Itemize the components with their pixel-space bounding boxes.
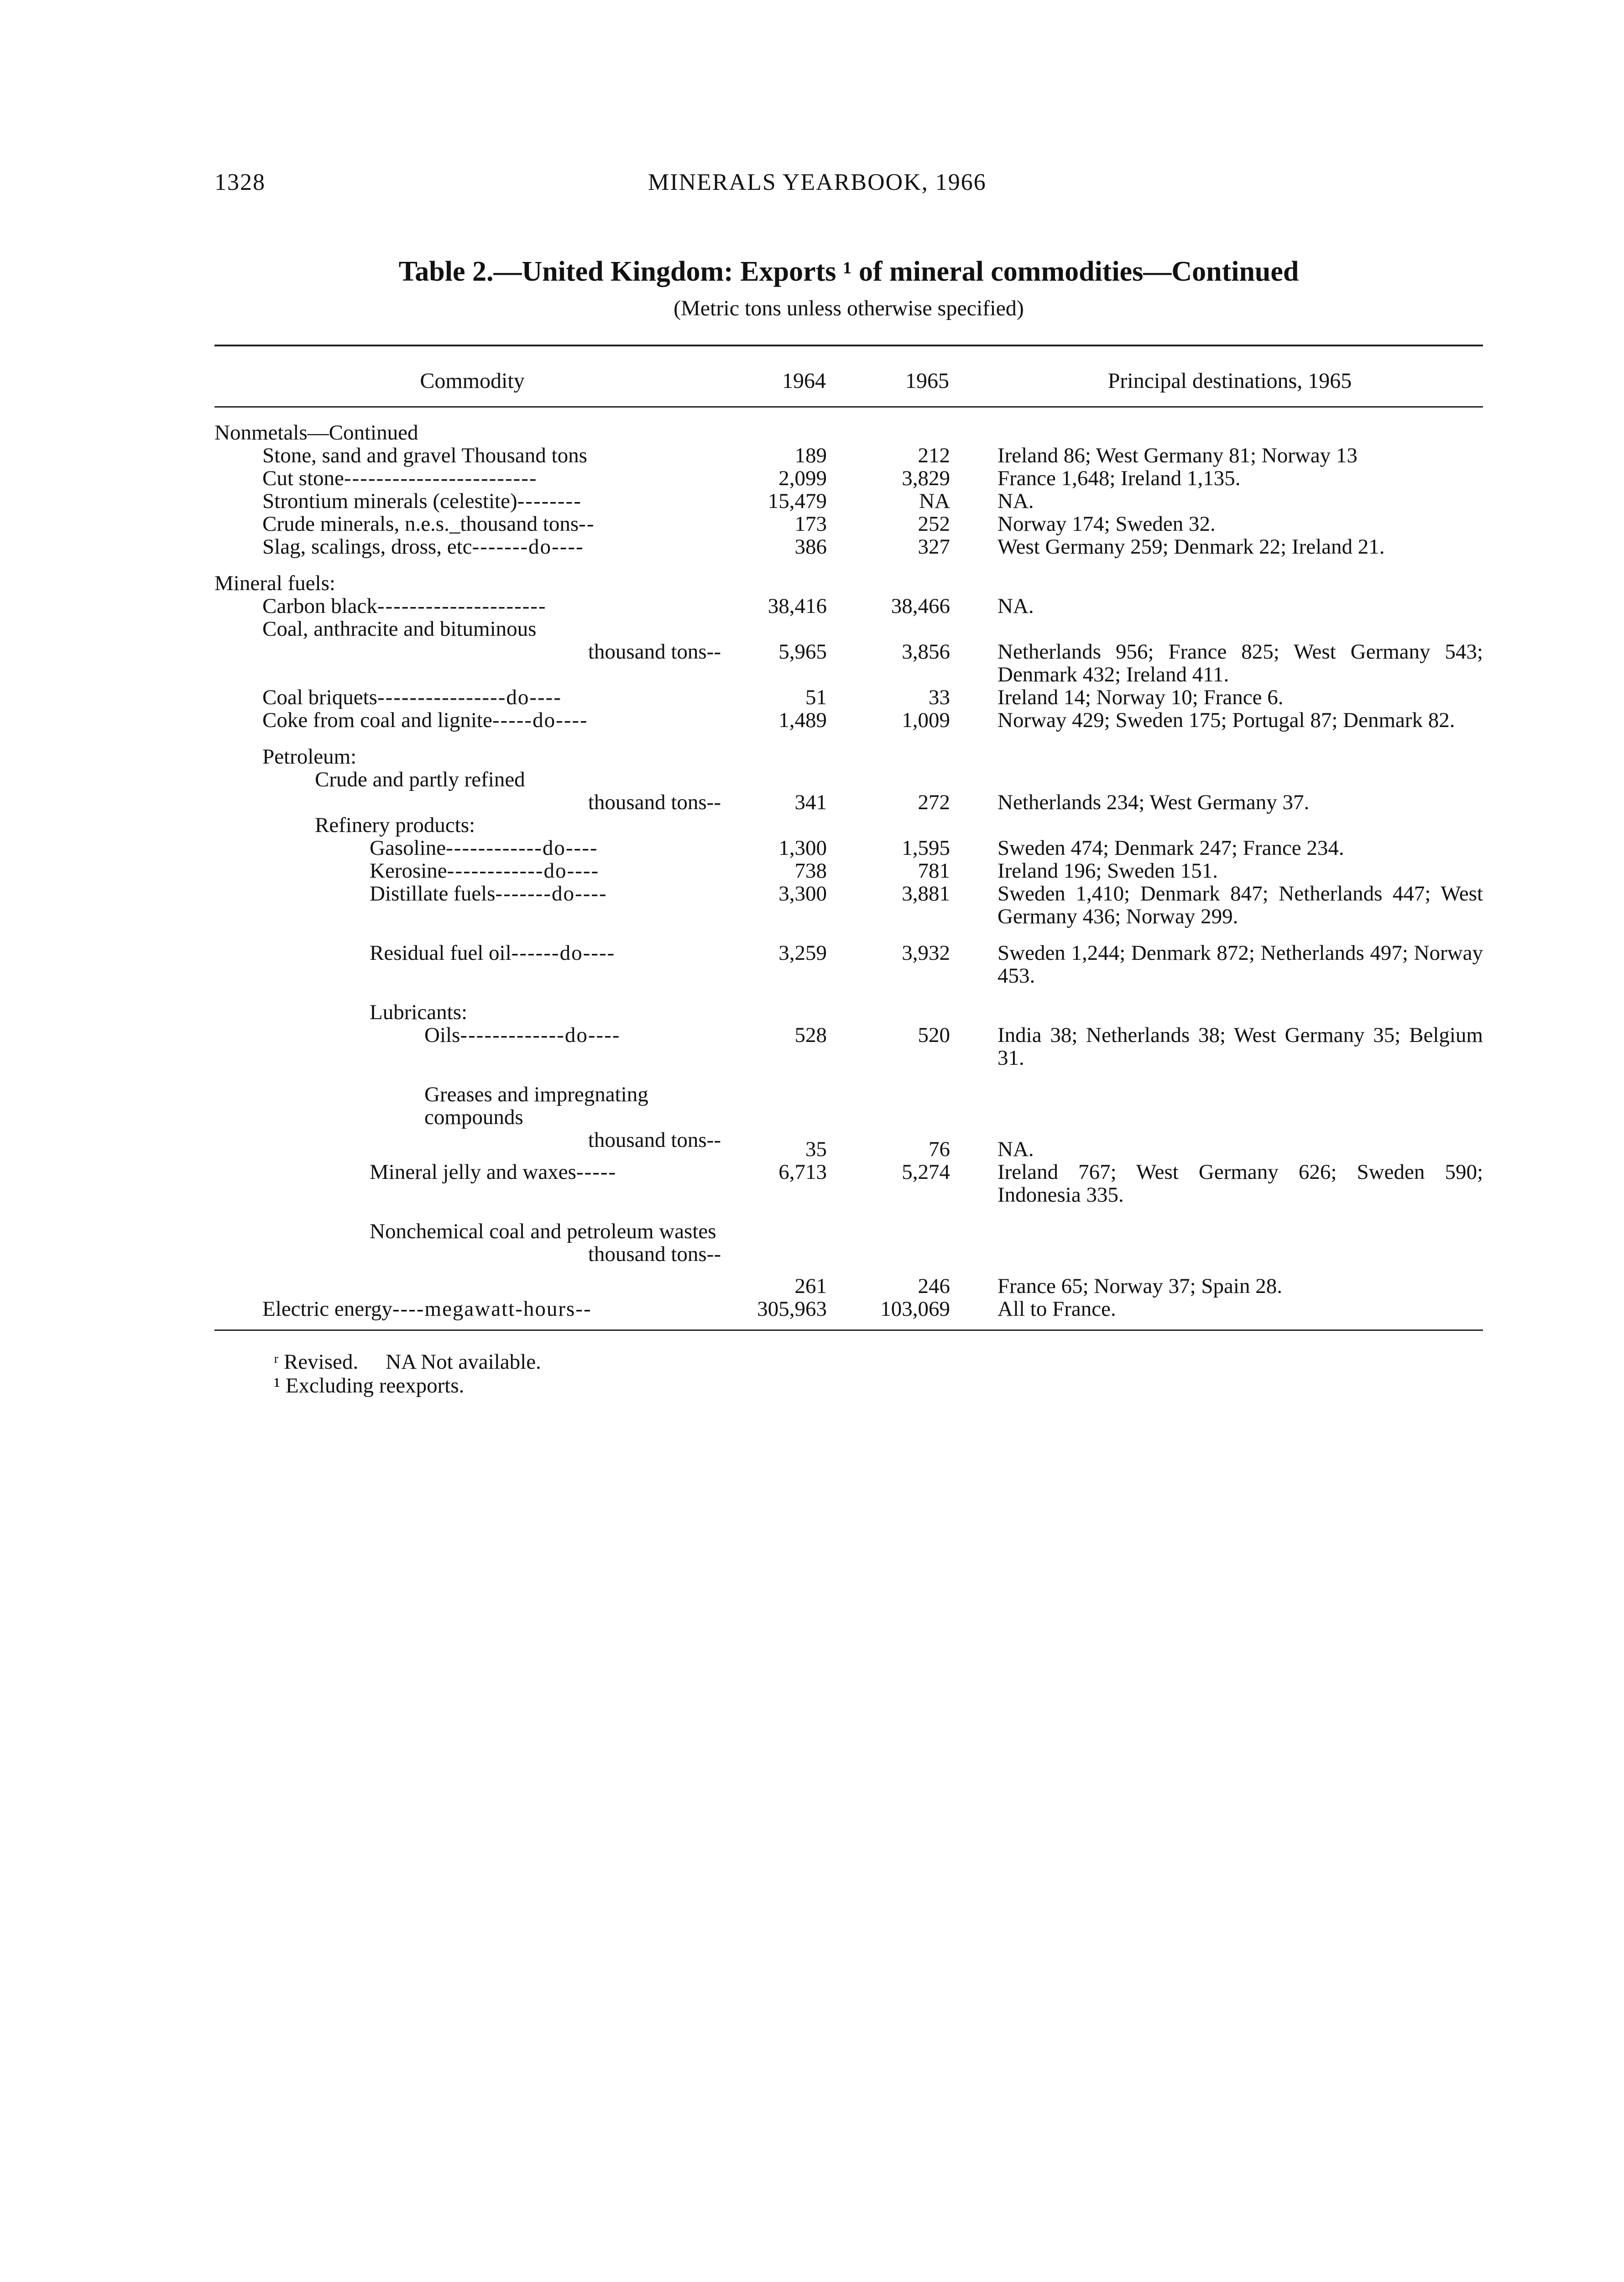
column-header-commodity: Commodity	[214, 356, 730, 407]
commodity-label: Kerosine	[370, 859, 447, 882]
footnotes	[274, 1350, 541, 1397]
value-1965: 252	[918, 512, 950, 536]
table-row	[214, 768, 1483, 814]
table-row	[214, 1069, 1483, 1161]
commodity-label: Crude and partly refined	[315, 768, 525, 791]
commodity-cell	[214, 558, 730, 595]
commodity-name	[214, 572, 730, 595]
unit-label: thousand tons--	[588, 790, 721, 814]
value-1964: 1,489	[778, 708, 827, 732]
value-1964: 1,300	[778, 836, 827, 860]
commodity-name	[214, 1298, 730, 1320]
footnote-revised: ʳ Revised.	[274, 1350, 359, 1374]
dot-leaders: -----do----	[492, 709, 588, 732]
value-1964: 3,300	[778, 882, 827, 905]
value-1964: 35	[805, 1137, 827, 1161]
table-row	[214, 407, 1483, 445]
value-1965: 3,829	[902, 466, 950, 490]
dot-leaders: ----megawatt-hours--	[392, 1298, 592, 1320]
value-1965	[853, 732, 976, 768]
table-row	[214, 490, 1483, 513]
destinations-cell	[976, 558, 1483, 595]
table-row	[214, 1206, 1483, 1298]
commodity-label: Coke from coal and lignite	[262, 709, 492, 732]
value-1964	[730, 814, 853, 837]
commodity-cell	[214, 768, 730, 814]
commodity-name	[214, 467, 730, 490]
commodity-label: Nonchemical coal and petroleum wastes	[370, 1220, 716, 1243]
running-title: MINERALS YEARBOOK, 1966	[648, 169, 987, 195]
value-1964	[730, 987, 853, 1024]
commodity-name	[214, 618, 730, 640]
commodity-name	[214, 686, 730, 709]
value-1965: 3,856	[902, 640, 950, 664]
value-1965	[853, 987, 976, 1024]
unit-label: thousand tons--	[588, 640, 721, 664]
commodity-label: Petroleum:	[262, 745, 357, 768]
commodity-cell	[214, 490, 730, 513]
commodity-name	[214, 490, 730, 513]
table-row	[214, 467, 1483, 490]
dot-leaders: ----------------do----	[377, 686, 562, 709]
commodity-cell	[214, 407, 730, 445]
destinations-cell: Netherlands 956; France 825; West Germany 543; Denmark 432; Ireland 411.	[997, 640, 1483, 686]
destinations-cell	[976, 814, 1483, 837]
commodity-label: Coal, anthracite and bituminous	[262, 618, 537, 640]
commodity-name	[214, 882, 730, 905]
value-1964: 15,479	[768, 489, 827, 513]
column-header-1964: 1964	[730, 356, 853, 407]
table-top-rule	[214, 345, 1483, 346]
value-1965: 103,069	[880, 1297, 950, 1321]
footnote-line-1	[274, 1350, 541, 1374]
value-1965: 212	[918, 444, 950, 467]
table-subtitle: (Metric tons unless otherwise specified)	[674, 296, 1024, 320]
table-header-row	[214, 356, 1483, 407]
commodity-cell	[214, 595, 730, 618]
commodity-label: Distillate fuels	[370, 882, 496, 905]
destinations-cell: All to France.	[997, 1297, 1116, 1321]
table-bottom-rule	[214, 1329, 1483, 1331]
commodity-cell	[214, 513, 730, 535]
destinations-cell	[976, 987, 1483, 1024]
commodity-cell	[214, 814, 730, 837]
destinations-cell: France 65; Norway 37; Spain 28.	[997, 1274, 1282, 1298]
value-1965: 781	[918, 859, 950, 883]
destinations-cell	[976, 407, 1483, 445]
destinations-cell: NA.	[997, 489, 1034, 513]
table-row	[214, 558, 1483, 595]
commodity-label: Strontium minerals (celestite)	[262, 490, 517, 513]
commodity-label: Crude minerals, n.e.s._thousand tons	[262, 513, 579, 535]
table-row	[214, 535, 1483, 558]
table-row	[214, 732, 1483, 768]
value-1965: 38,466	[891, 594, 950, 618]
destinations-cell	[976, 732, 1483, 768]
commodity-label: Gasoline	[370, 837, 446, 859]
value-1964: 51	[805, 686, 827, 709]
value-1965: 1,009	[902, 708, 950, 732]
destinations-cell: NA.	[997, 594, 1034, 618]
commodity-name	[214, 1083, 730, 1129]
footnote-na: NA Not available.	[386, 1350, 541, 1374]
commodity-name	[214, 513, 730, 535]
commodity-name	[214, 595, 730, 618]
dot-leaders: --	[579, 513, 595, 535]
commodity-name	[214, 814, 730, 837]
value-1964	[730, 732, 853, 768]
commodity-name	[214, 1220, 730, 1243]
commodity-cell	[214, 928, 730, 987]
value-1965	[853, 814, 976, 837]
commodity-label: Mineral jelly and waxes	[370, 1161, 576, 1183]
commodity-label: Nonmetals—Continued	[214, 421, 418, 444]
value-1964: 173	[794, 512, 827, 536]
commodity-cell	[214, 859, 730, 882]
unit-label: thousand tons--	[588, 1242, 721, 1266]
footnote-excluding: ¹ Excluding reexports.	[274, 1374, 465, 1397]
value-1964: 386	[794, 535, 827, 559]
table-title: Table 2.—United Kingdom: Exports ¹ of mineral commodities—Continued	[398, 256, 1299, 287]
destinations-cell: Norway 429; Sweden 175; Portugal 87; Denmark 82.	[997, 708, 1455, 732]
commodity-label: Stone, sand and gravel Thousand tons	[262, 444, 587, 467]
commodity-cell	[214, 1161, 730, 1206]
commodity-name	[214, 942, 730, 964]
commodity-name	[214, 709, 730, 732]
value-1964: 3,259	[778, 941, 827, 965]
table-row	[214, 1161, 1483, 1206]
commodity-name	[214, 837, 730, 859]
table-row	[214, 882, 1483, 928]
value-1965	[853, 407, 976, 445]
value-1965: 272	[918, 790, 950, 814]
value-1964: 261	[794, 1274, 827, 1298]
dot-leaders: ------------do----	[447, 859, 600, 882]
commodity-name	[214, 444, 730, 467]
value-1965: 76	[929, 1137, 950, 1161]
commodity-label: Carbon black	[262, 595, 377, 618]
table-row	[214, 837, 1483, 859]
destinations-cell: France 1,648; Ireland 1,135.	[997, 466, 1241, 490]
dot-leaders: -------do----	[495, 882, 607, 905]
dot-leaders: -------------do----	[460, 1024, 621, 1047]
commodity-name	[214, 745, 730, 768]
page-number: 1328	[214, 169, 266, 195]
table-row	[214, 709, 1483, 732]
column-header-destinations: Principal destinations, 1965	[976, 356, 1483, 407]
commodity-label: Refinery products:	[315, 814, 475, 837]
value-1964: 528	[794, 1023, 827, 1047]
value-1964	[730, 407, 853, 445]
table-row	[214, 987, 1483, 1024]
value-1964: 341	[794, 790, 827, 814]
dot-leaders: ------do----	[511, 942, 616, 964]
table-row	[214, 513, 1483, 535]
commodity-cell	[214, 732, 730, 768]
table-row	[214, 686, 1483, 709]
commodity-cell	[214, 1024, 730, 1069]
destinations-cell: India 38; Netherlands 38; West Germany 35; Belgium 31.	[997, 1023, 1483, 1070]
table-row	[214, 1024, 1483, 1069]
commodity-cell	[214, 444, 730, 467]
commodity-cell	[214, 1069, 730, 1161]
column-header-1965: 1965	[853, 356, 976, 407]
destinations-cell: Ireland 86; West Germany 81; Norway 13	[997, 444, 1358, 467]
destinations-cell: Ireland 767; West Germany 626; Sweden 590; Indonesia 335.	[997, 1160, 1483, 1207]
commodity-cell	[214, 686, 730, 709]
value-1965: 3,932	[902, 941, 950, 965]
commodity-label: Slag, scalings, dross, etc	[262, 535, 472, 558]
commodity-label: Mineral fuels:	[214, 572, 335, 595]
value-1965: NA	[919, 489, 950, 513]
commodity-label: Residual fuel oil	[370, 942, 512, 964]
table-row	[214, 444, 1483, 467]
commodity-name	[214, 1161, 730, 1183]
commodity-cell	[214, 1206, 730, 1298]
table-row	[214, 618, 1483, 686]
value-1965: 520	[918, 1023, 950, 1047]
destinations-cell: Sweden 474; Denmark 247; France 234.	[997, 836, 1344, 860]
destinations-cell: Netherlands 234; West Germany 37.	[997, 790, 1310, 814]
commodity-label: Coal briquets	[262, 686, 377, 709]
dot-leaders: ---------------------	[377, 595, 547, 618]
value-1964: 305,963	[757, 1297, 827, 1321]
commodity-cell	[214, 535, 730, 558]
unit-label: thousand tons--	[588, 1128, 721, 1152]
exports-table	[214, 356, 1483, 1320]
commodity-label: Electric energy	[262, 1298, 392, 1320]
value-1965: 1,595	[902, 836, 950, 860]
table-row	[214, 1298, 1483, 1320]
destinations-cell: Ireland 14; Norway 10; France 6.	[997, 686, 1284, 709]
value-1964	[730, 558, 853, 595]
value-1964: 5,965	[778, 640, 827, 664]
value-1965: 5,274	[902, 1160, 950, 1184]
destinations-cell: NA.	[997, 1137, 1034, 1161]
commodity-cell	[214, 882, 730, 928]
value-1965: 327	[918, 535, 950, 559]
commodity-name	[214, 859, 730, 882]
dot-leaders: -------do----	[472, 535, 584, 558]
commodity-name	[214, 421, 730, 444]
commodity-name	[214, 535, 730, 558]
commodity-cell	[214, 987, 730, 1024]
commodity-name	[214, 768, 730, 791]
commodity-label: Greases and impregnating compounds	[424, 1083, 648, 1129]
value-1965: 246	[918, 1274, 950, 1298]
commodity-name	[214, 1024, 730, 1047]
commodity-cell	[214, 709, 730, 732]
value-1964: 189	[794, 444, 827, 467]
destinations-cell: Sweden 1,244; Denmark 872; Netherlands 497; Norway 453.	[997, 941, 1483, 988]
table-row	[214, 859, 1483, 882]
value-1965	[853, 558, 976, 595]
value-1965: 3,881	[902, 882, 950, 905]
value-1964: 6,713	[778, 1160, 827, 1184]
destinations-cell: Norway 174; Sweden 32.	[997, 512, 1216, 536]
value-1964: 738	[794, 859, 827, 883]
table-row	[214, 595, 1483, 618]
value-1964: 38,416	[768, 594, 827, 618]
commodity-label: Oils	[424, 1024, 460, 1047]
dot-leaders: ------------------------	[344, 467, 538, 490]
table-row	[214, 928, 1483, 987]
commodity-label: Lubricants:	[370, 1001, 468, 1024]
dot-leaders: ------------do----	[446, 837, 598, 859]
commodity-cell	[214, 1298, 730, 1320]
dot-leaders: -----	[576, 1161, 617, 1183]
commodity-label: Cut stone	[262, 467, 344, 490]
commodity-cell	[214, 618, 730, 686]
value-1965: 33	[929, 686, 950, 709]
table-row	[214, 814, 1483, 837]
commodity-cell	[214, 837, 730, 859]
destinations-cell: West Germany 259; Denmark 22; Ireland 21.	[997, 535, 1385, 559]
destinations-cell: Sweden 1,410; Denmark 847; Netherlands 447; West Germany 436; Norway 299.	[997, 882, 1483, 928]
commodity-cell	[214, 467, 730, 490]
commodity-name	[214, 1001, 730, 1024]
value-1964: 2,099	[778, 466, 827, 490]
table-body	[214, 407, 1483, 1321]
dot-leaders: --------	[517, 490, 582, 513]
destinations-cell: Ireland 196; Sweden 151.	[997, 859, 1218, 883]
